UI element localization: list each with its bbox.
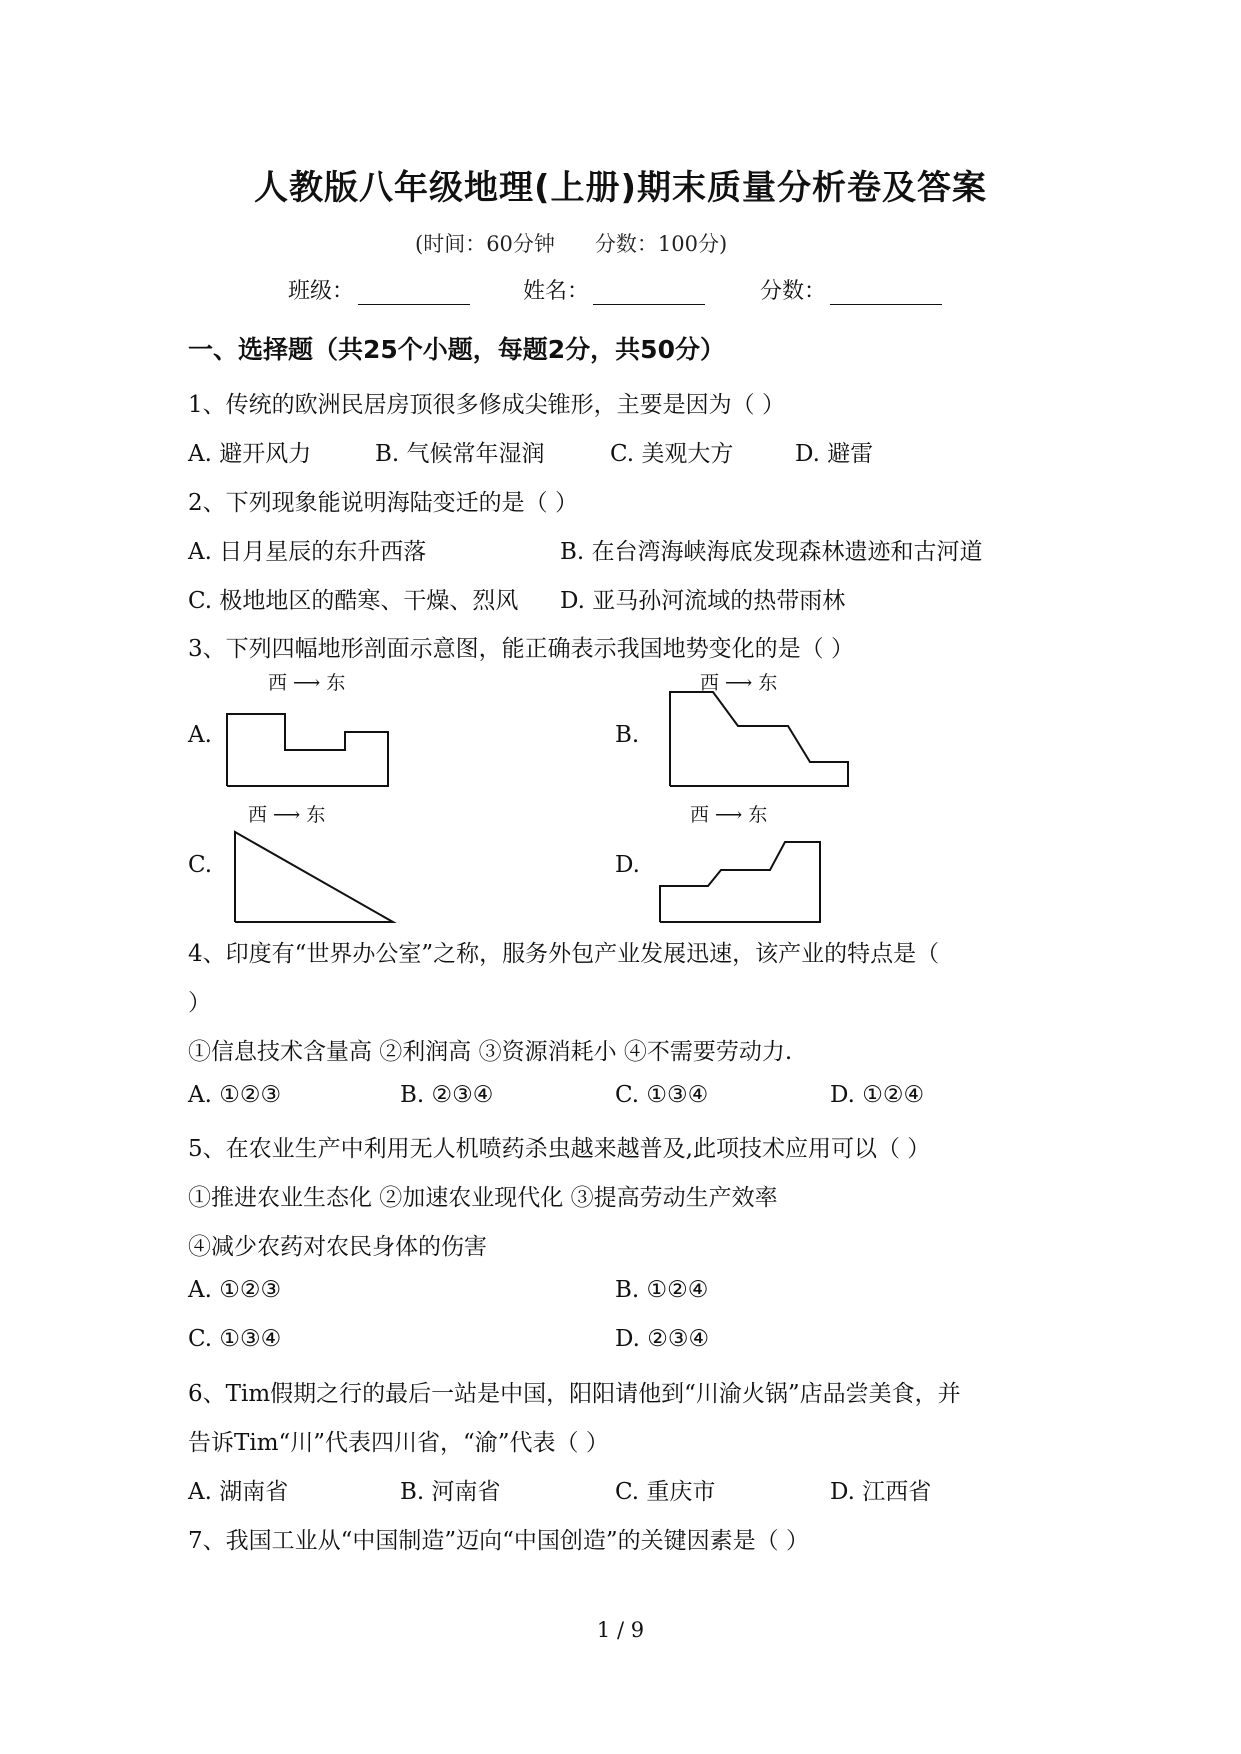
section-title: 一、选择题（共25个小题，每题2分，共50分） [188,335,725,364]
q4-option-d: D. ①②④ [830,1082,925,1108]
q3-figure-b-caption: 西 ⟶ 东 [700,672,778,694]
score-field [760,274,942,305]
name-blank [593,280,705,305]
question-4-stem-cont: ） [188,990,211,1016]
name-field [523,274,705,305]
q3-profile-c [233,830,403,926]
q6-option-d: D. 江西省 [830,1479,932,1505]
q4-option-a: A. ①②③ [188,1082,282,1108]
q3-option-d-label: D. [615,852,640,878]
q1-option-b: B. 气候常年湿润 [375,441,545,467]
q4-option-b: B. ②③④ [400,1082,494,1108]
q1-option-c: C. 美观大方 [610,441,734,467]
q3-profile-b [668,690,858,790]
page-number: 1 / 9 [596,1618,645,1642]
q5-option-a: A. ①②③ [188,1277,282,1303]
q3-profile-d [658,836,828,926]
q3-option-a-label: A. [188,722,212,748]
q1-option-a: A. 避开风力 [188,441,312,467]
class-label: 班级： [288,279,355,304]
class-blank [358,280,470,305]
page-title: 人教版八年级地理(上册)期末质量分析卷及答案 [253,168,988,208]
question-5-statements-2: ④减少农药对农民身体的伤害 [188,1234,487,1260]
q3-profile-a [225,708,395,788]
exam-total-score: 分数：100分) [594,232,728,256]
question-1-stem: 1、传统的欧洲民居房顶很多修成尖锥形，主要是因为（ ） [188,392,785,418]
class-field [288,274,470,305]
q6-option-a: A. 湖南省 [188,1479,289,1505]
q2-option-d: D. 亚马孙河流域的热带雨林 [560,588,846,614]
q3-figure-d-caption: 西 ⟶ 东 [690,804,768,826]
name-label: 姓名： [523,279,590,304]
q2-option-b: B. 在台湾海峡海底发现森林遗迹和古河道 [560,539,983,565]
q3-option-b-label: B. [615,722,640,748]
score-blank [830,280,942,305]
question-6-stem-cont: 告诉Tim“川”代表四川省，“渝”代表（ ） [188,1430,609,1456]
question-2-stem: 2、下列现象能说明海陆变迁的是（ ） [188,490,578,516]
q5-option-b: B. ①②④ [615,1277,709,1303]
q3-figure-c-caption: 西 ⟶ 东 [248,804,326,826]
question-6-stem: 6、Tim假期之行的最后一站是中国，阳阳请他到“川渝火锅”店品尝美食，并 [188,1381,961,1407]
question-4-stem: 4、印度有“世界办公室”之称，服务外包产业发展迅速，该产业的特点是（ [188,941,940,967]
score-label: 分数： [760,279,827,304]
exam-time: (时间：60分钟 [415,232,555,256]
q2-option-a: A. 日月星辰的东升西落 [188,539,427,565]
question-5-stem: 5、在农业生产中利用无人机喷药杀虫越来越普及,此项技术应用可以（ ） [188,1136,931,1162]
question-7-stem: 7、我国工业从“中国制造”迈向“中国创造”的关键因素是（ ） [188,1528,809,1554]
question-4-statements: ①信息技术含量高 ②利润高 ③资源消耗小 ④不需要劳动力. [188,1039,793,1065]
q6-option-b: B. 河南省 [400,1479,501,1505]
q3-option-c-label: C. [188,852,213,878]
q2-option-c: C. 极地地区的酷寒、干燥、烈风 [188,588,519,614]
q3-figure-a-caption: 西 ⟶ 东 [268,672,346,694]
question-5-statements: ①推进农业生态化 ②加速农业现代化 ③提高劳动生产效率 [188,1185,778,1211]
exam-meta [415,228,727,258]
q4-option-c: C. ①③④ [615,1082,709,1108]
q6-option-c: C. 重庆市 [615,1479,716,1505]
q1-option-d: D. 避雷 [795,441,874,467]
question-3-stem: 3、下列四幅地形剖面示意图，能正确表示我国地势变化的是（ ） [188,636,854,662]
q5-option-c: C. ①③④ [188,1326,282,1352]
q5-option-d: D. ②③④ [615,1326,710,1352]
